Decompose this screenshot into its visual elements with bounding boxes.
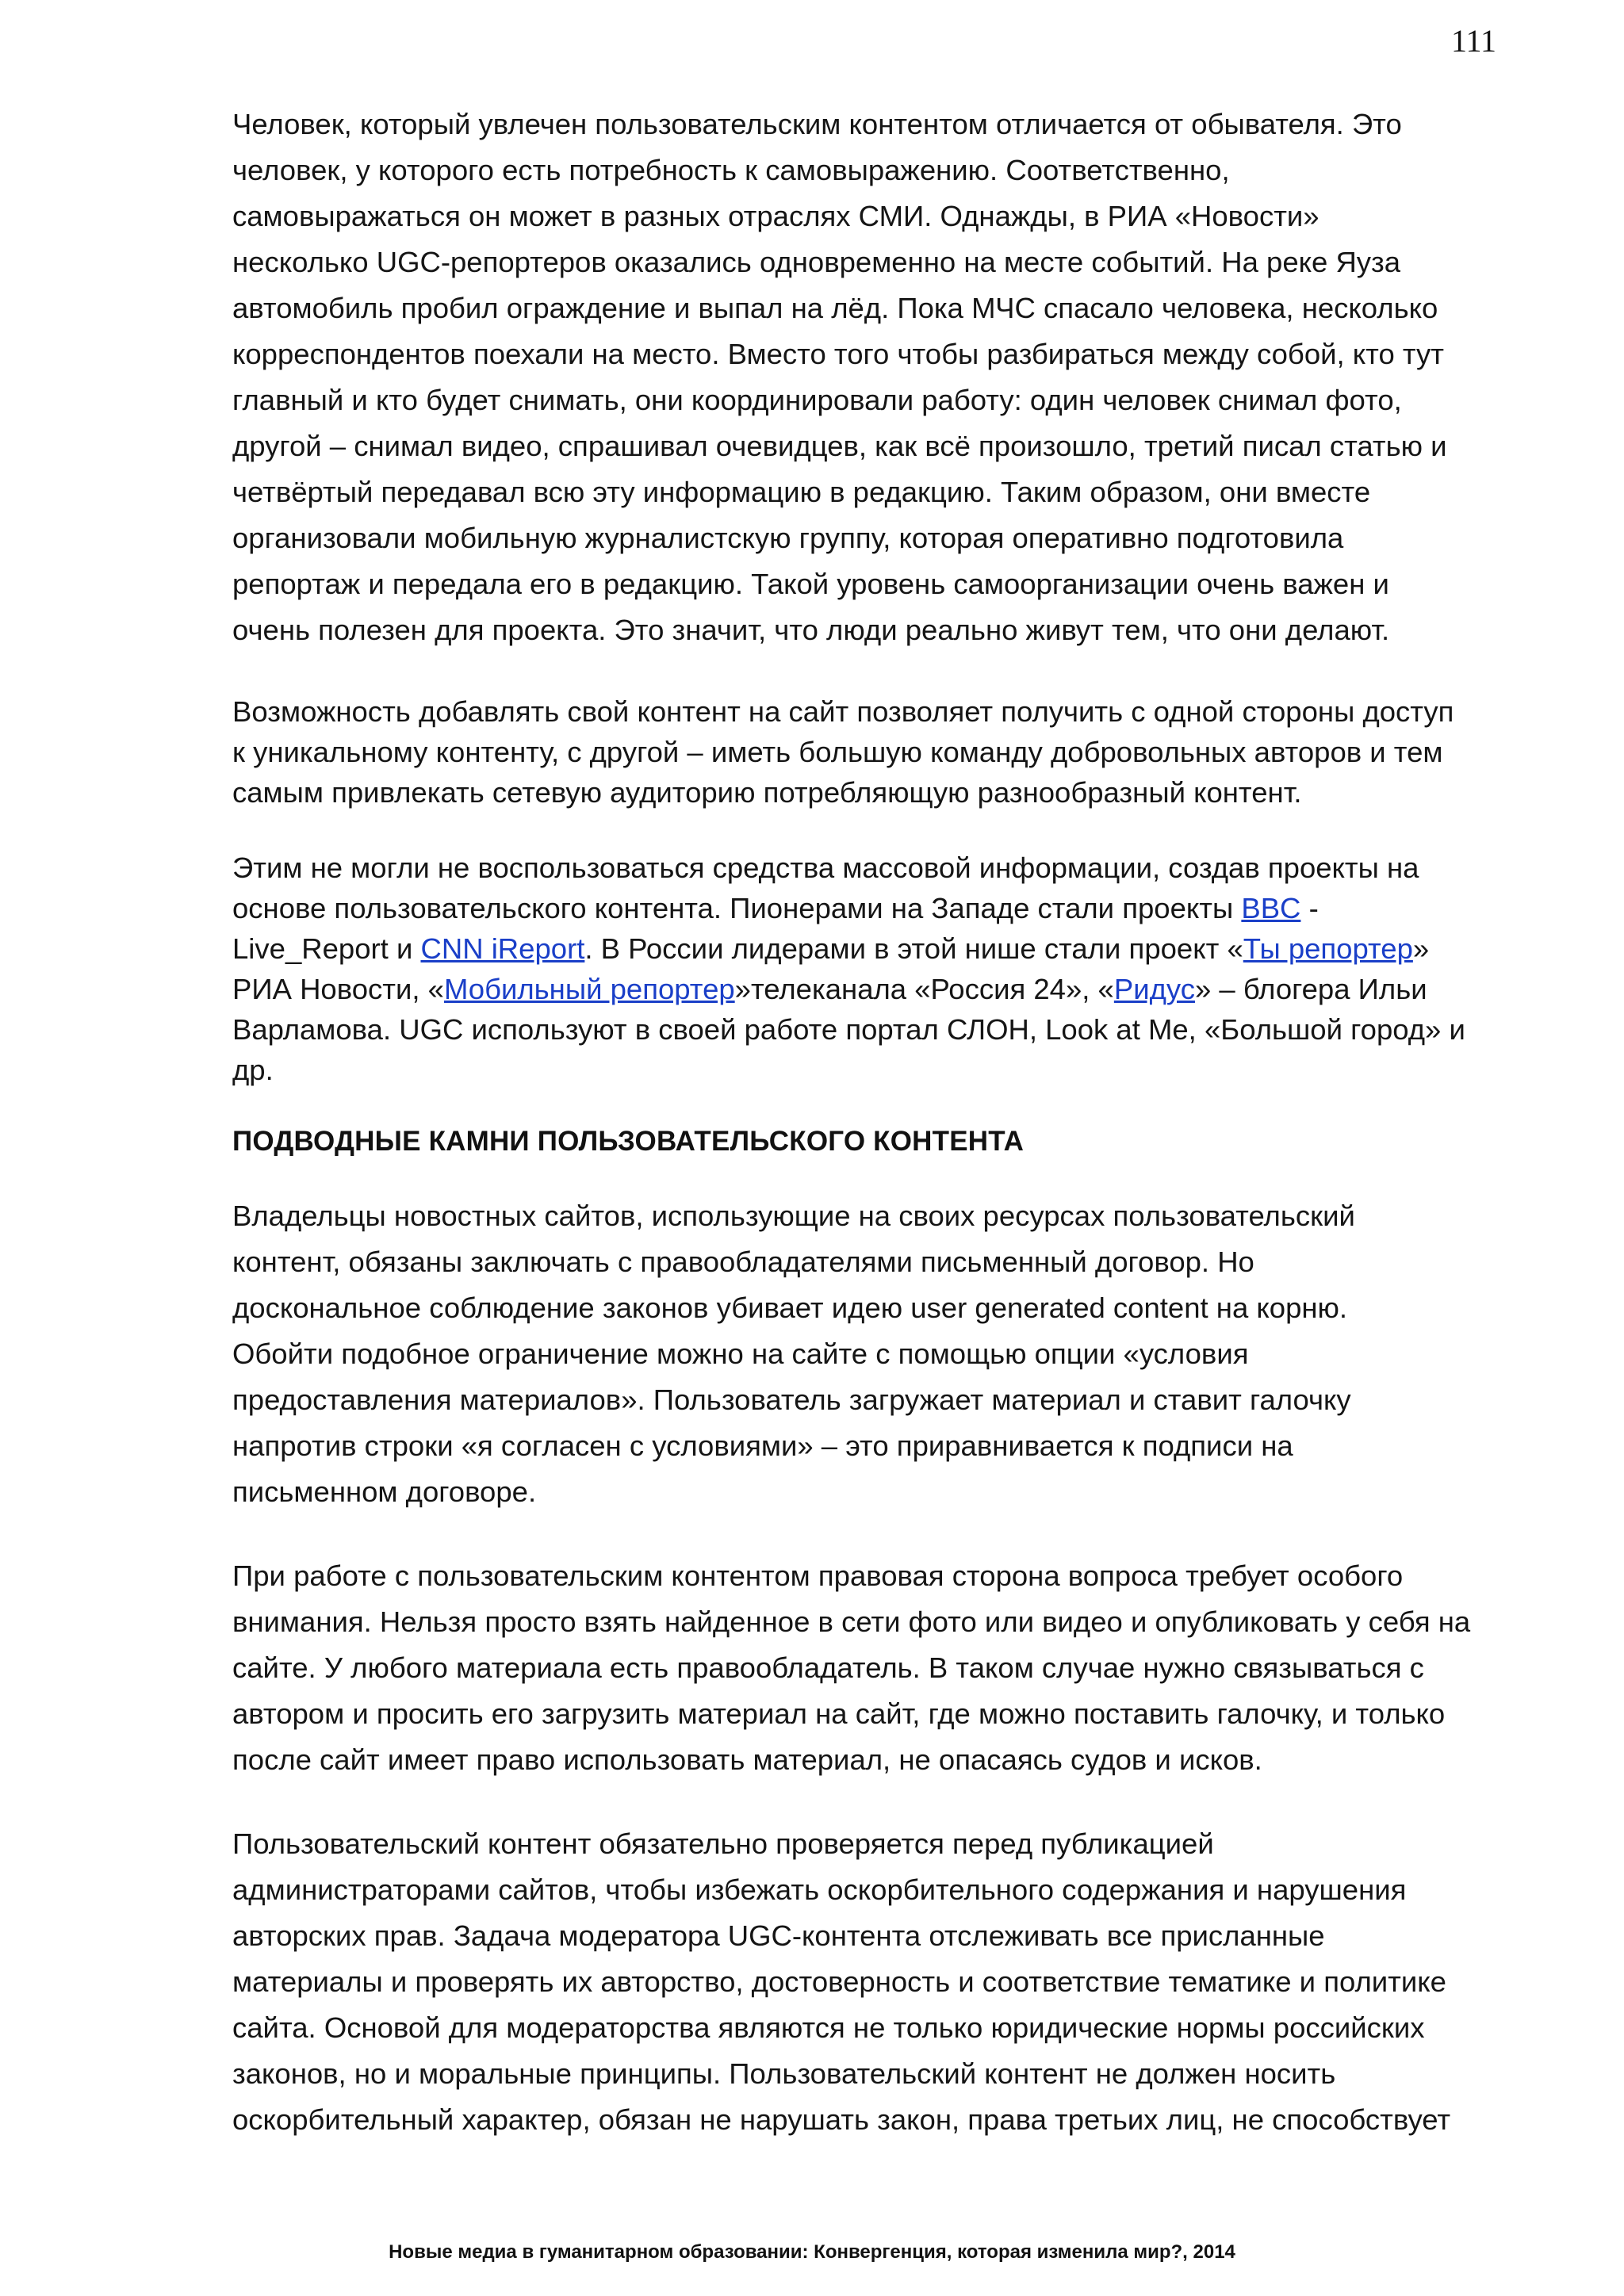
text-line: сайта. Основой для модераторства являются не только юридические нормы российских <box>232 2011 1425 2044</box>
link-ridus[interactable]: Ридус <box>1113 973 1195 1005</box>
link-ty-reporter[interactable]: Ты репортер <box>1243 932 1413 965</box>
text-span: » <box>1412 932 1430 965</box>
text-span: РИА Новости, « <box>232 973 444 1005</box>
text-span: основе пользовательского контента. Пионерами на Западе стали проекты <box>232 892 1242 924</box>
text-line: законов, но и моральные принципы. Пользовательский контент не должен носить <box>232 2057 1336 2090</box>
text-line: автомобиль пробил ограждение и выпал на лёд. Пока МЧС спасало человека, несколько <box>232 292 1438 324</box>
text-line: При работе с пользовательским контентом правовая сторона вопроса требует особого <box>232 1559 1404 1592</box>
page-footer: Новые медиа в гуманитарном образовании: Конвергенция, которая изменила мир?, 2014 <box>389 2241 1235 2263</box>
text-span: . В России лидерами в этой нише стали проект « <box>584 932 1243 965</box>
text-line: доскональное соблюдение законов убивает идею user generated content на корню. <box>232 1292 1348 1324</box>
text-line: корреспондентов поехали на место. Вместо того чтобы разбираться между собой, кто тут <box>232 338 1445 370</box>
text-line: автором и просить его загрузить материал на сайт, где можно поставить галочку, и только <box>232 1697 1446 1730</box>
section-heading: ПОДВОДНЫЕ КАМНИ ПОЛЬЗОВАТЕЛЬСКОГО КОНТЕНТА <box>232 1126 1025 1157</box>
text-line: самовыражаться он может в разных отраслях СМИ. Однажды, в РИА «Новости» <box>232 200 1320 232</box>
link-mobile-reporter[interactable]: Мобильный репортер <box>443 973 735 1005</box>
text-line: четвёртый передавал всю эту информацию в редакцию. Таким образом, они вместе <box>232 476 1371 508</box>
text-line: Обойти подобное ограничение можно на сайте с помощью опции «условия <box>232 1337 1249 1370</box>
document-body <box>232 101 1509 2143</box>
text-line: оскорбительный характер, обязан не нарушать закон, права третьих лиц, не способствует <box>232 2103 1451 2136</box>
text-line: очень полезен для проекта. Это значит, что люди реально живут тем, что они делают. <box>232 614 1390 646</box>
text-line: самым привлекать сетевую аудиторию потребляющую разнообразный контент. <box>232 776 1302 809</box>
text-line: сайте. У любого материала есть правообладатель. В таком случае нужно связываться с <box>232 1651 1424 1684</box>
text-line: другой – снимал видео, спрашивал очевидцев, как всё произошло, третий писал статью и <box>232 430 1447 462</box>
paragraph-license-agreement <box>232 1193 1509 1515</box>
text-line: авторских прав. Задача модератора UGC-контента отслеживать все присланные <box>232 1919 1325 1952</box>
text-line: контент, обязаны заключать с правообладателями письменный договор. Но <box>232 1246 1254 1278</box>
text-line: несколько UGC-репортеров оказались одновременно на месте событий. На реке Яуза <box>232 246 1401 278</box>
text-line <box>232 969 1509 1009</box>
text-line: человек, у которого есть потребность к самовыражению. Соответственно, <box>232 154 1230 186</box>
text-span: »телеканала «Россия 24», « <box>734 973 1114 1005</box>
text-line: Этим не могли не воспользоваться средства массовой информации, создав проекты на <box>232 851 1419 884</box>
paragraph-moderation <box>232 1821 1509 2143</box>
text-span: Live_Report и <box>232 932 421 965</box>
text-line: напротив строки «я согласен с условиями» – это приравнивается к подписи на <box>232 1429 1293 1462</box>
text-line: Возможность добавлять свой контент на сайт позволяет получить с одной стороны доступ <box>232 695 1454 728</box>
text-line <box>232 888 1509 928</box>
link-bbc[interactable]: BBC <box>1241 892 1301 924</box>
text-line: после сайт имеет право использовать материал, не опасаясь судов и исков. <box>232 1743 1262 1776</box>
text-line <box>232 928 1509 969</box>
text-line: Пользовательский контент обязательно проверяется перед публикацией <box>232 1827 1214 1860</box>
text-line: организовали мобильную журналистскую группу, которая оперативно подготовила <box>232 522 1344 554</box>
text-line: материалы и проверять их авторство, достоверность и соответствие тематике и политике <box>232 1965 1446 1998</box>
text-line: письменном договоре. <box>232 1475 537 1508</box>
paragraph-ugc-reporters <box>232 101 1509 653</box>
text-line: репортаж и передала его в редакцию. Такой уровень самоорганизации очень важен и <box>232 568 1389 600</box>
page-number: 111 <box>1451 23 1497 59</box>
text-line: к уникальному контенту, с другой – иметь большую команду добровольных авторов и тем <box>232 736 1443 768</box>
paragraph-content-access <box>232 691 1509 813</box>
text-line: предоставления материалов». Пользователь загружает материал и ставит галочку <box>232 1383 1351 1416</box>
text-line: администраторами сайтов, чтобы избежать оскорбительного содержания и нарушения <box>232 1873 1407 1906</box>
text-line: главный и кто будет снимать, они координировали работу: один человек снимал фото, <box>232 384 1402 416</box>
paragraph-legal-side <box>232 1553 1509 1783</box>
text-line: Человек, который увлечен пользовательским контентом отличается от обывателя. Это <box>232 108 1402 140</box>
text-span: - <box>1300 892 1319 924</box>
text-line: др. <box>232 1054 274 1086</box>
text-line: Владельцы новостных сайтов, использующие на своих ресурсах пользовательский <box>232 1200 1355 1232</box>
text-span: » – блогера Ильи <box>1194 973 1427 1005</box>
paragraph-ugc-projects <box>232 848 1509 1090</box>
text-line: Варламова. UGC используют в своей работе портал СЛОН, Look at Me, «Большой город» и <box>232 1013 1465 1046</box>
link-cnn-ireport[interactable]: CNN iReport <box>420 932 585 965</box>
text-line: внимания. Нельзя просто взять найденное в сети фото или видео и опубликовать у себя на <box>232 1605 1471 1638</box>
